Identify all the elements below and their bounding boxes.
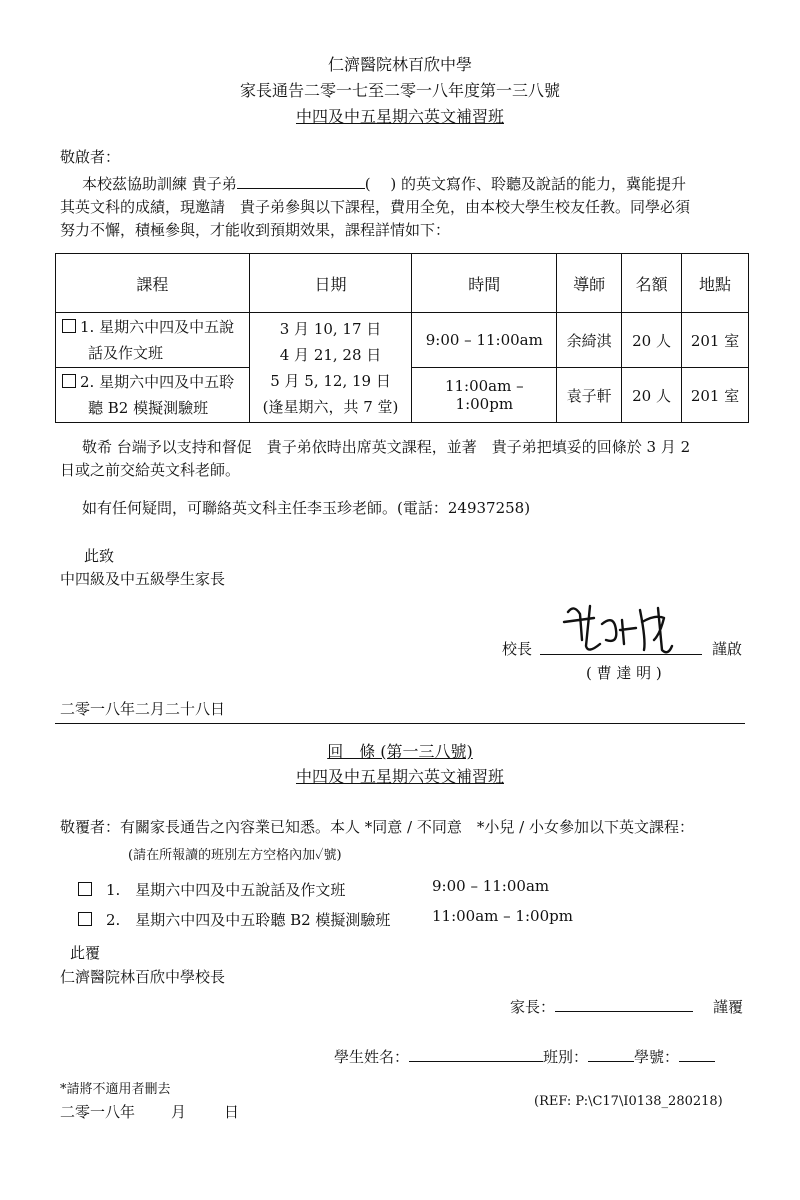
principal-signature [560,600,700,658]
notice-date: 二零一八年二月二十八日 [60,700,226,718]
header-course: 課程 [56,254,250,313]
checkbox[interactable] [62,374,76,388]
reply-option-1: 1. 星期六中四及中五說話及作文班 [78,879,345,900]
header-quota: 名額 [622,254,682,313]
quota-cell: 20 人 [622,368,682,423]
tutor-cell: 袁子軒 [557,368,622,423]
principal-signature-line [540,654,702,655]
reply-recipient: 仁濟醫院林百欣中學校長 [60,968,226,986]
time-cell: 11:00am – 1:00pm [412,368,557,423]
contact-paragraph: 如有任何疑問，可聯絡英文科主任李玉珍老師。(電話：24937258) [82,499,531,517]
quota-cell: 20 人 [622,313,682,368]
table-header-row [56,254,749,313]
option-2-checkbox[interactable] [78,912,92,926]
header-tutor: 導師 [557,254,622,313]
class-field[interactable] [588,1047,634,1062]
time-cell: 9:00 – 11:00am [412,313,557,368]
greeting: 敬啟者： [60,148,121,166]
principal-closing: 謹啟 [712,640,743,658]
checkbox[interactable] [62,319,76,333]
closing-paragraph-line-1: 敬希 台端予以支持和督促 貴子弟依時出席英文課程，並著 貴子弟把填妥的回條於 3 月 2 [82,438,691,456]
reference-code: (REF: P:\C17\I0138_280218) [534,1094,723,1109]
table-row [56,313,749,368]
header-venue: 地點 [682,254,749,313]
to-label: 此致 [84,547,115,565]
header-date: 日期 [249,254,412,313]
header-time: 時間 [412,254,557,313]
notice-subject: 中四及中五星期六英文補習班 [295,107,504,126]
reply-date: 二零一八年 月 日 [60,1103,240,1121]
reply-statement: 敬覆者：有關家長通告之內容業已知悉。本人 *同意 / 不同意 *小兒 / 小女參加以下英文課程： [60,818,694,836]
reply-option-2: 2. 星期六中四及中五聆聽 B2 模擬測驗班 [78,909,390,930]
reply-subtitle: 中四及中五星期六英文補習班 [295,767,504,786]
venue-cell: 201 室 [682,313,749,368]
venue-cell: 201 室 [682,368,749,423]
student-name-field[interactable] [409,1047,543,1062]
parent-signature-blank[interactable] [555,997,693,1012]
reply-title: 回 條 (第一三八號) [327,742,473,761]
student-number-field[interactable] [679,1047,715,1062]
course-table [55,253,749,423]
parent-signature: 家長： [510,996,693,1017]
principal-name: ( 曹 達 明 ) [586,664,662,682]
dates-cell: 3 月 10, 17 日 4 月 21, 28 日 5 月 5, 12, 19 日 (逢星期六，共 7 堂) [249,313,412,423]
recipient: 中四級及中五級學生家長 [60,570,226,588]
reply-to-label: 此覆 [70,944,101,962]
tear-off-divider [55,723,745,724]
notice-number: 家長通告二零一七至二零一八年度第一三八號 [239,81,560,100]
letter-paragraph-1-line-1: 本校茲協助訓練 貴子弟 ( ) 的英文寫作、聆聽及說話的能力，冀能提升 [82,175,687,193]
tutor-cell: 余綺淇 [557,313,622,368]
course-cell: 1. 星期六中四及中五說 話及作文班 [56,313,250,368]
option-2-time: 11:00am – 1:00pm [432,907,573,925]
option-1-checkbox[interactable] [78,882,92,896]
closing-paragraph-line-2: 日或之前交給英文科老師。 [60,461,241,479]
student-info-line: 學生姓名： 班別： 學號： [334,1046,715,1067]
letter-paragraph-1-line-2: 其英文科的成績，現邀請 貴子弟參與以下課程，費用全免，由本校大學生校友任教。同學必須 [60,198,691,216]
reply-instruction: (請在所報讀的班別左方空格內加✓號) [128,848,342,863]
student-name-blank [237,174,365,189]
principal-label: 校長 [502,640,533,658]
option-1-time: 9:00 – 11:00am [432,877,550,895]
letter-paragraph-1-line-3: 努力不懈，積極參與，才能收到預期效果，課程詳情如下： [60,221,451,239]
course-cell: 2. 星期六中四及中五聆 聽 B2 模擬測驗班 [56,368,250,423]
footnote: *請將不適用者刪去 [60,1082,171,1097]
school-name: 仁濟醫院林百欣中學 [327,55,472,74]
parent-closing: 謹覆 [713,998,744,1016]
